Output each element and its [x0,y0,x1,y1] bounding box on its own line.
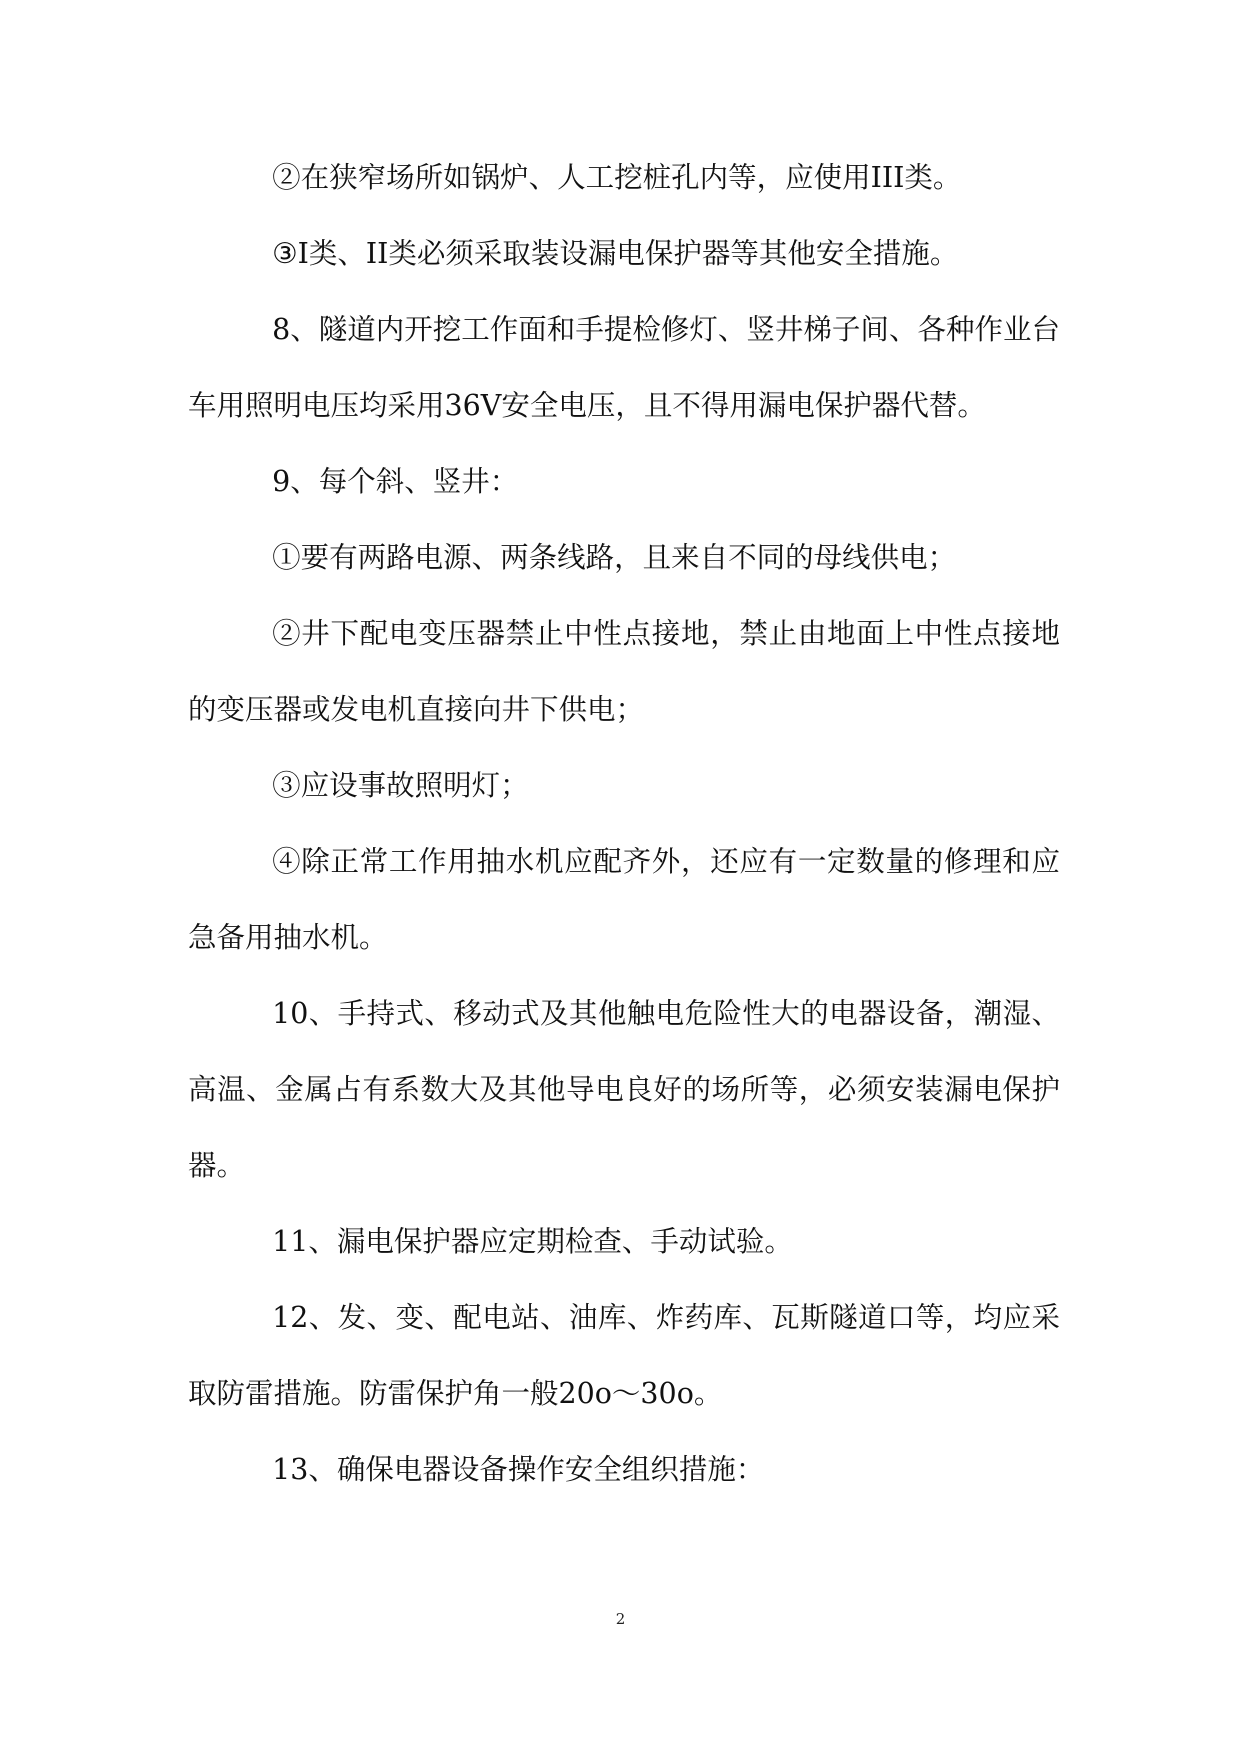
paragraph-item-9-shafts: 9、每个斜、竖井： [272,465,519,498]
paragraph-transformer-grounding: ②井下配电变压器禁止中性点接地，禁止由地面上中性点接地的变压器或发电机直接向井下供电； [188,617,1060,726]
paragraph-class-i-ii-protection: ③Ⅰ类、II类必须采取装设漏电保护器等其他安全措施。 [272,237,959,270]
paragraph-item-8-tunnel-lighting: 8、隧道内开挖工作面和手提检修灯、竖井梯子间、各种作业台车用照明电压均采用36V安全电压，且不得用漏电保护器代替。 [188,313,1060,422]
paragraph-item-12-lightning-protection: 12、发、变、配电站、油库、炸药库、瓦斯隧道口等，均应采取防雷措施。防雷保护角一般20o～30o。 [188,1301,1060,1410]
paragraph-emergency-lighting: ③应设事故照明灯； [272,769,529,802]
document-body [188,140,1060,1508]
paragraph-item-13-organizational-measures: 13、确保电器设备操作安全组织措施： [272,1453,765,1486]
paragraph-shaft-power-supply: ①要有两路电源、两条线路，且来自不同的母线供电； [272,541,957,574]
paragraph-item-11-inspection: 11、漏电保护器应定期检查、手动试验。 [272,1225,793,1258]
page-number: 2 [615,1610,626,1628]
paragraph-pumps: ④除正常工作用抽水机应配齐外，还应有一定数量的修理和应急备用抽水机。 [188,845,1060,954]
paragraph-class-iii-narrow-places: ②在狭窄场所如锅炉、人工挖桩孔内等，应使用III类。 [272,161,962,194]
paragraph-item-10-leakage-protector: 10、手持式、移动式及其他触电危险性大的电器设备，潮湿、高温、金属占有系数大及其他导电良好的场所等，必须安装漏电保护器。 [188,997,1060,1182]
